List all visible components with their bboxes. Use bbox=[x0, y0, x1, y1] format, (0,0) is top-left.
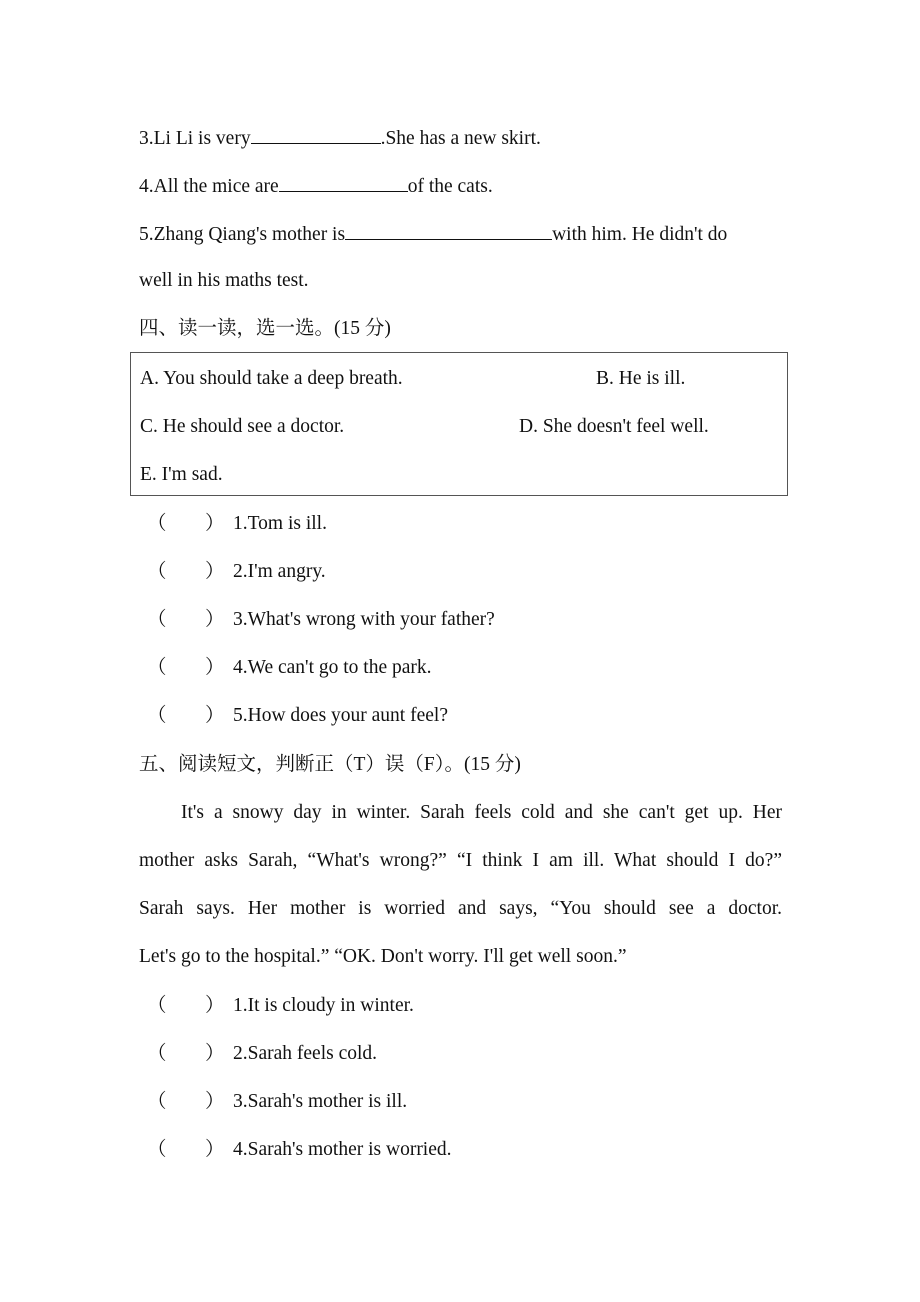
answer-slot-close: ） bbox=[205, 995, 225, 1016]
question-4-after: of the cats. bbox=[407, 176, 493, 197]
answer-slot-close: ） bbox=[205, 561, 225, 582]
answer-slot-close: ） bbox=[205, 1139, 225, 1160]
s5-question-4 bbox=[147, 1138, 452, 1162]
passage-line-1: It's a snowy day in winter. Sarah feels cold and she can't get up. Her bbox=[181, 802, 782, 823]
answer-slot-open[interactable]: （ bbox=[147, 657, 167, 678]
question-4 bbox=[139, 173, 493, 199]
option-e: E. I'm sad. bbox=[140, 464, 223, 485]
answer-slot-open[interactable]: （ bbox=[147, 1091, 167, 1112]
s4-question-3 bbox=[147, 608, 495, 632]
question-text: 1.It is cloudy in winter. bbox=[233, 995, 414, 1016]
s4-question-2 bbox=[147, 560, 326, 584]
answer-slot-open[interactable]: （ bbox=[147, 561, 167, 582]
question-text: 5.How does your aunt feel? bbox=[233, 705, 448, 726]
answer-blank-3[interactable] bbox=[251, 125, 381, 144]
question-text: 4.We can't go to the park. bbox=[233, 657, 432, 678]
answer-slot-open[interactable]: （ bbox=[147, 1043, 167, 1064]
answer-slot-open[interactable]: （ bbox=[147, 513, 167, 534]
question-text: 2.Sarah feels cold. bbox=[233, 1043, 378, 1064]
question-3-after: .She has a new skirt. bbox=[380, 128, 541, 149]
options-box bbox=[130, 352, 788, 496]
section-5-heading: 五、阅读短文，判断正（T）误（F）。(15 分) bbox=[139, 754, 521, 775]
answer-slot-close: ） bbox=[205, 705, 225, 726]
answer-slot-open[interactable]: （ bbox=[147, 705, 167, 726]
option-d: D. She doesn't feel well. bbox=[519, 416, 709, 437]
question-4-before: 4.All the mice are bbox=[139, 176, 279, 197]
answer-slot-close: ） bbox=[205, 1043, 225, 1064]
s4-question-5 bbox=[147, 704, 448, 728]
s4-question-4 bbox=[147, 656, 432, 680]
s5-question-3 bbox=[147, 1090, 407, 1114]
answer-slot-close: ） bbox=[205, 1091, 225, 1112]
question-5-continuation: well in his maths test. bbox=[139, 270, 309, 291]
answer-slot-open[interactable]: （ bbox=[147, 995, 167, 1016]
question-text: 3.What's wrong with your father? bbox=[233, 609, 495, 630]
s5-question-2 bbox=[147, 1042, 377, 1066]
question-5 bbox=[139, 221, 727, 247]
question-5-after: with him. He didn't do bbox=[552, 224, 728, 245]
question-text: 4.Sarah's mother is worried. bbox=[233, 1139, 452, 1160]
question-5-before: 5.Zhang Qiang's mother is bbox=[139, 224, 346, 245]
question-text: 1.Tom is ill. bbox=[233, 513, 327, 534]
answer-blank-4[interactable] bbox=[279, 173, 408, 192]
question-3-before: 3.Li Li is very bbox=[139, 128, 251, 149]
question-text: 2.I'm angry. bbox=[233, 561, 326, 582]
s4-question-1 bbox=[147, 512, 327, 536]
s5-question-1 bbox=[147, 994, 414, 1018]
question-3 bbox=[139, 125, 541, 151]
option-c: C. He should see a doctor. bbox=[140, 416, 345, 437]
answer-slot-open[interactable]: （ bbox=[147, 1139, 167, 1160]
option-a: A. You should take a deep breath. bbox=[140, 368, 403, 389]
answer-blank-5[interactable] bbox=[345, 221, 552, 240]
option-b: B. He is ill. bbox=[596, 368, 686, 389]
question-text: 3.Sarah's mother is ill. bbox=[233, 1091, 408, 1112]
section-4-heading: 四、读一读，选一选。(15 分) bbox=[139, 318, 391, 339]
passage-line-3: Sarah says. Her mother is worried and says, “You should see a doctor. bbox=[139, 898, 782, 919]
answer-slot-close: ） bbox=[205, 513, 225, 534]
passage-line-4: Let's go to the hospital.” “OK. Don't worry. I'll get well soon.” bbox=[139, 946, 627, 967]
answer-slot-open[interactable]: （ bbox=[147, 609, 167, 630]
passage-line-2: mother asks Sarah, “What's wrong?” “I think I am ill. What should I do?” bbox=[139, 850, 782, 871]
answer-slot-close: ） bbox=[205, 657, 225, 678]
answer-slot-close: ） bbox=[205, 609, 225, 630]
